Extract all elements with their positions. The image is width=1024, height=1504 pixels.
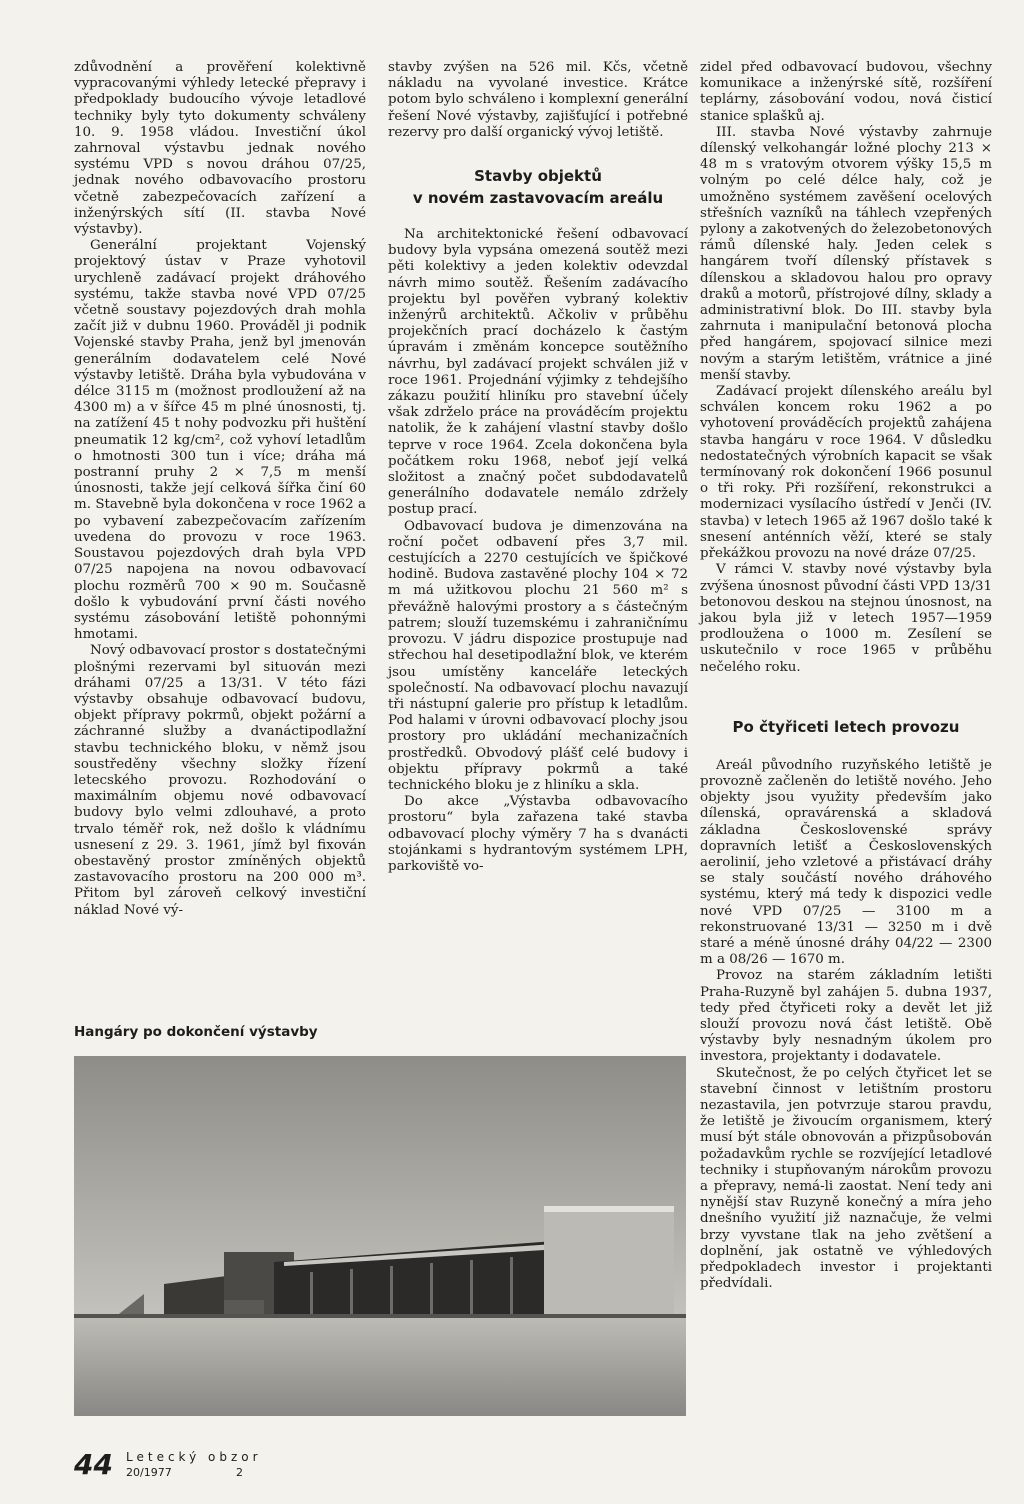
paragraph: Provoz na starém základním letišti Praha-Ruzyně byl zahájen 5. dubna 1937, tedy před čtyřiceti roky a devět let již slouží provozu nová část letiště. Obě výstavby byly nesnadným úkolem pro investora, projektanty i dodavatele.	[700, 968, 992, 1065]
page-footer	[74, 1448, 314, 1488]
paragraph: stavby zvýšen na 526 mil. Kčs, včetně nákladu na vyvolané investice. Krátce potom bylo schváleno i komplexní generální řešení Nové výstavby, zajišťující i potřebné rezervy pro další organický vývoj letiště.	[388, 60, 688, 140]
photo-caption: Hangáry po dokončení výstavby	[74, 1024, 318, 1040]
text-column-2	[388, 60, 688, 875]
issue-suffix: 2	[236, 1466, 243, 1479]
paragraph: Zadávací projekt dílenského areálu byl schválen koncem roku 1962 a po vyhotovení prováděcích projektů zahájena stavba hangáru v roce 1964. V důsledku nedostatečných výrobních kapacit se však termínovaný rok dokončení 1966 posunul o tři roky. Při rozšíření, rekonstrukci a modernizaci vysílacího ústředí v Jenči (IV. stavba) v letech 1965 až 1967 došlo také k snesení anténních věží, které se staly překážkou provozu na nové dráze 07/25.	[700, 384, 992, 562]
section-heading-forty-years: Po čtyřiceti letech provozu	[732, 717, 960, 736]
paragraph: zidel před odbavovací budovou, všechny komunikace a inženýrské sítě, rozšíření teplárny, zásobování vodou, nová čisticí stanice splašků aj.	[700, 60, 992, 124]
paragraph: III. stavba Nové výstavby zahrnuje dílenský velkohangár ložné plochy 213 × 48 m s vratovým otvorem výšky 15,5 m volným po celé délce haly, což je umožněno systémem zavěšení ocelových střešních vazníků na táhlech vzepřených pylony a zakotvených do železobetonových rámů dílenské haly. Jeden celek s hangárem tvoří dílenský přístavek s dílenskou a skladovou halou pro opravy draků a motorů, přístrojové dílny, sklady a administrativní blok. Do III. stavby byla zahrnuta i manipulační betonová plocha před hangárem, spojovací silnice mezi novým a starým letištěm, vrátnice a jiné menší stavby.	[700, 124, 992, 383]
paragraph: zdůvodnění a prověření kolektivně vypracovanými výhledy letecké přepravy i předpoklady budoucího vývoje letadlové techniky byly tyto dokumenty schváleny 10. 9. 1958 vládou. Investiční úkol zahrnoval výstavbu jednak nového systému VPD s novou dráhou 07/25, jednak nového odbavovacího prostoru včetně zabezpečovacích zařízení a inženýrských sítí (II. stavba Nové výstavby).	[74, 60, 366, 238]
paragraph: Nový odbavovací prostor s dostatečnými plošnými rezervami byl situován mezi dráhami 07/25 a 13/31. V této fázi výstavby obsahuje odbavovací budovu, objekt přípravy pokrmů, objekt požární a záchranné služby a dvanáctipodlažní stavbu technického bloku, v němž jsou soustředěny všechny složky řízení letecského provozu. Rozhodování o maximálním objemu nové odbavovací budovy bylo velmi zdlouhavé, a proto trvalo téměř rok, než došlo k vládnímu usnesení z 29. 3. 1961, jímž byl fixován obestavěný prostor zmíněných objektů zastavovacího prostoru na 200 000 m³. Přitom byl zároveň celkový investiční náklad Nové vý-	[74, 643, 366, 918]
paragraph: V rámci V. stavby nové výstavby byla zvýšena únosnost původní části VPD 13/31 betonovou deskou na stejnou únosnost, na jakou byla již v letech 1957—1959 prodloužena o 1000 m. Zesílení se uskutečnilo v roce 1965 v průběhu nečelého roku.	[700, 562, 992, 675]
section-heading-buildings	[388, 165, 688, 209]
paragraph: Odbavovací budova je dimenzována na roční počet odbavení přes 3,7 mil. cestujících a 2270 cestujících ve špičkové hodině. Budova zastavěné plochy 104 × 72 m má užitkovou plochu 21 560 m² s převážně halovými prostory a s částečným patrem; slouží tuzemskému i zahraničnímu provozu. V jádru dispozice prostupuje nad střechou hal desetipodlažní blok, ve kterém jsou umístěny kanceláře leteckých společností. Na odbavovací plochu navazují tři nástupní galerie pro přístup k letadlům. Pod halami v úrovni odbavovací plochy jsou prostory pro ukládání mechanizačních prostředků. Obvodový plášť celé budovy i objektu přípravy pokrmů a také technického bloku je z hliníku a skla.	[388, 518, 688, 793]
column-2-intro	[388, 60, 688, 141]
section-heading-line-2: v novém zastavovacím areálu	[412, 189, 664, 208]
hangar-photo-illustration	[74, 1056, 686, 1416]
column-2-body	[388, 227, 688, 875]
paragraph: Skutečnost, že po celých čtyřicet let se stavební činnost v letištním prostoru nezastavila, jen potvrzuje starou pravdu, že letiště je živoucím organismem, který musí být stále obnovován a přizpůsobován požadavkům rychle se rozvíjející letadlové techniky i stupňovaným nárokům provozu a přepravy, nemá-li zaostat. Není tedy ani nynější stav Ruzyně konečný a míra jeho dnešního využití již naznačuje, že velmi brzy vyvstane tlak na jeho zvětšení a doplnění, jak ostatně ve výhledových předpokladech investor i projektanti předvídali.	[700, 1065, 992, 1292]
column-3-intro	[700, 60, 992, 676]
column-3-body	[700, 758, 992, 1293]
paragraph: Do akce „Výstavba odbavovacího prostoru“ byla zařazena také stavba odbavovací plochy výměry 7 ha s dvanácti stojánkami s hydrantovým systémem LPH, parkoviště vo-	[388, 794, 688, 874]
section-heading-line-1: Stavby objektů	[474, 167, 602, 186]
text-column-1	[74, 60, 366, 919]
issue-number: 20/1977	[126, 1466, 172, 1479]
hangar-photo	[74, 1056, 686, 1416]
paragraph: Generální projektant Vojenský projektový ústav v Praze vyhotovil urychleně zadávací projekt dráhového systému, takže stavba nové VPD 07/25 včetně soustavy pojezdových drah mohla začít již v dubnu 1960. Prováděl ji podnik Vojenské stavby Praha, jenž byl jmenován generálním dodavatelem celé Nové výstavby letiště. Dráha byla vybudována v délce 3115 m (možnost prodloužení až na 4300 m) a v šířce 45 m plné únosnosti, tj. na zatížení 45 t nohy podvozku při huštění pneumatik 12 kg/cm², což vyhoví letadlům o hmotnosti 300 tun i více; dráha má postranní pruhy 2 × 7,5 m menší únosnosti, takže její celková šířka činí 60 m. Stavebně byla dokončena v roce 1962 a po vybavení zabezpečovacím zařízením uvedena do provozu v roce 1963. Soustavou pojezdových drah byla VPD 07/25 napojena na novou odbavovací plochu rozměrů 700 × 90 m. Současně došlo k vybudování první části nového systému zásobování letiště pohonnými hmotami.	[74, 238, 366, 643]
paragraph: Na architektonické řešení odbavovací budovy byla vypsána omezená soutěž mezi pěti kolektivy a jeden kolektiv odevzdal návrh mimo soutěž. Řešením zadávacího projektu byl pověřen vybraný kolektiv inženýrů architektů. Ačkoliv v průběhu projekčních prací docházelo k častým úpravám i změnám koncepce soutěžního návrhu, byl zadávací projekt schválen již v roce 1961. Projednání výjimky z tehdejšího zákazu použití hliníku pro stavební účely však zdrželo práce na prováděcím projektu natolik, že k zahájení vlastní stavby došlo teprve v roce 1964. Zcela dokončena byla počátkem roku 1968, neboť její velká složitost a značný počet subdodavatelů generálního dodavatele nemálo zdržely postup prací.	[388, 227, 688, 518]
magazine-title: Letecký obzor	[126, 1450, 262, 1464]
text-column-3	[700, 60, 992, 1292]
paragraph: Areál původního ruzyňského letiště je provozně začleněn do letiště nového. Jeho objekty jsou využity především jako dílenská, opravárenská a skladová základna Československé správy dopravních letišť a Československých aerolinií, jeho vzletové a přistávací dráhy se staly součástí nového dráhového systému, který má tedy k dispozici vedle nové VPD 07/25 — 3100 m a rekonstruované 13/31 — 3250 m i dvě staré a méně únosné dráhy 04/22 — 2300 m a 08/26 — 1670 m.	[700, 757, 992, 968]
page-number: 44	[74, 1448, 113, 1481]
